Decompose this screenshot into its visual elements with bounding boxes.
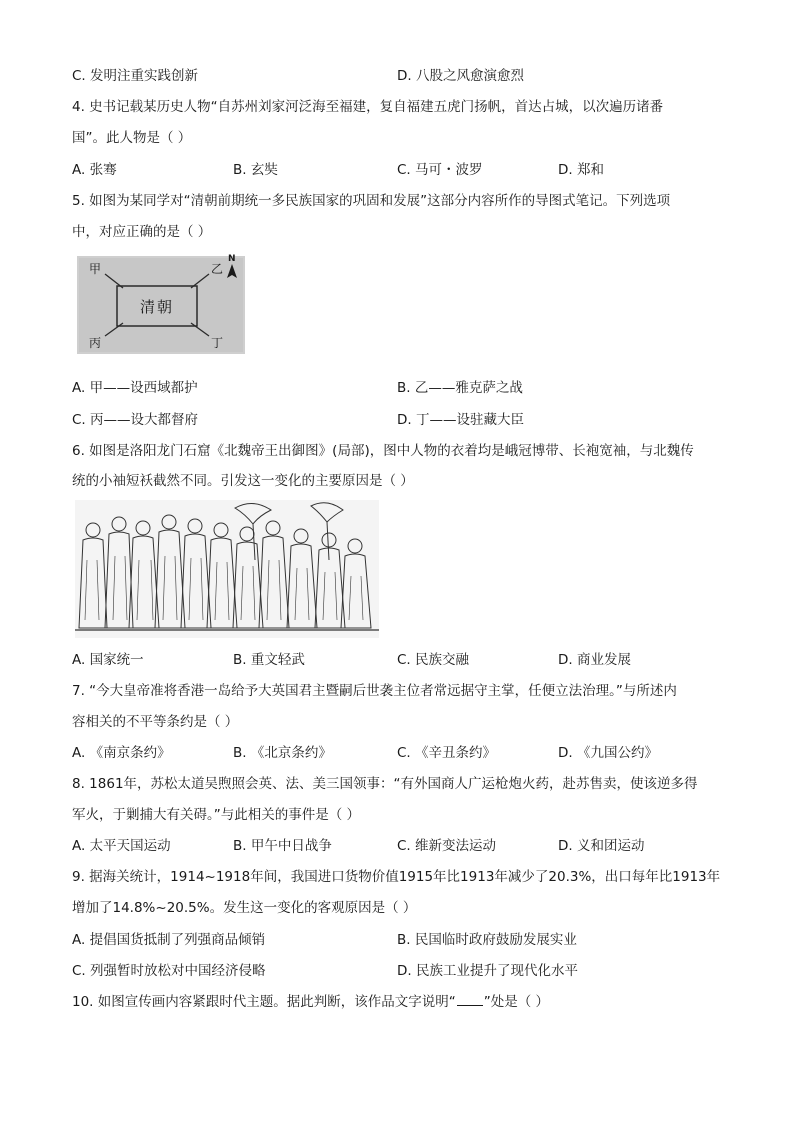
q8-option-b: B. 甲午中日战争	[233, 838, 332, 854]
q4-stem-line2: 国”。此人物是（ ）	[72, 130, 192, 146]
north-arrow-label: N	[228, 254, 236, 264]
q6-option-a: A. 国家统一	[72, 652, 144, 668]
q6-option-d: D. 商业发展	[558, 652, 631, 668]
q3-option-c: C. 发明注重实践创新	[72, 68, 199, 84]
q9-option-c: C. 列强暂时放松对中国经济侵略	[72, 963, 266, 979]
answer-blank	[457, 993, 483, 1006]
q7-option-b: B. 《北京条约》	[233, 745, 332, 761]
q6-stem-line2: 统的小袖短袄截然不同。引发这一变化的主要原因是（ ）	[72, 473, 414, 489]
q8-stem-line1: 8. 1861年，苏松太道吴煦照会英、法、美三国领事：“有外国商人广运枪炮火药，赴苏售卖，使该逆多得	[72, 776, 698, 792]
q9-stem-line2: 增加了14.8%~20.5%。发生这一变化的客观原因是（ ）	[72, 900, 417, 916]
q9-option-a: A. 提倡国货抵制了列强商品倾销	[72, 932, 266, 948]
q6-option-c: C. 民族交融	[397, 652, 470, 668]
corner-label-jia: 甲	[89, 262, 102, 276]
q3-option-d: D. 八股之风愈演愈烈	[397, 68, 524, 84]
q7-option-d: D. 《九国公约》	[558, 745, 658, 761]
q8-option-d: D. 义和团运动	[558, 838, 645, 854]
q10-stem-after: ”处是（ ）	[483, 994, 550, 1010]
corner-label-bing: 丙	[89, 336, 102, 350]
q9-option-d: D. 民族工业提升了现代化水平	[397, 963, 578, 979]
qing-center-label: 清朝	[139, 298, 174, 316]
q10-stem-before: 10. 如图宣传画内容紧跟时代主题。据此判断，该作品文字说明“	[72, 994, 456, 1010]
q6-stem-line1: 6. 如图是洛阳龙门石窟《北魏帝王出御图》(局部)，图中人物的衣着均是峨冠博带、长袍宽袖，与北魏传	[72, 443, 694, 459]
q4-option-c: C. 马可・波罗	[397, 162, 483, 178]
q8-option-a: A. 太平天国运动	[72, 838, 171, 854]
q8-stem-line2: 军火，于剿捕大有关碍。”与此相关的事件是（ ）	[72, 807, 361, 823]
q4-stem-line1: 4. 史书记载某历史人物“自苏州刘家河泛海至福建，复自福建五虎门扬帆，首达占城，以次遍历诸番	[72, 99, 664, 115]
corner-label-yi: 乙	[211, 262, 224, 276]
q4-option-b: B. 玄奘	[233, 162, 278, 178]
q8-option-c: C. 维新变法运动	[397, 838, 497, 854]
q7-option-a: A. 《南京条约》	[72, 745, 171, 761]
q5-option-d: D. 丁——设驻藏大臣	[397, 412, 524, 428]
q9-option-b: B. 民国临时政府鼓励发展实业	[397, 932, 577, 948]
q5-option-b: B. 乙——雅克萨之战	[397, 380, 523, 396]
q4-option-a: A. 张骞	[72, 162, 117, 178]
q5-stem-line1: 5. 如图为某同学对“清朝前期统一多民族国家的巩固和发展”这部分内容所作的导图式笔记。下列选项	[72, 193, 671, 209]
q6-option-b: B. 重文轻武	[233, 652, 305, 668]
q5-option-a: A. 甲——设西域都护	[72, 380, 198, 396]
q9-stem-line1: 9. 据海关统计，1914~1918年间，我国进口货物价值1915年比1913年减少了20.3%，出口每年比1913年	[72, 869, 721, 885]
q7-stem-line1: 7. “今大皇帝准将香港一岛给予大英国君主暨嗣后世袭主位者常远据守主掌，任便立法治理。”与所述内	[72, 683, 677, 699]
northern-wei-procession-image	[75, 500, 379, 638]
q7-stem-line2: 容相关的不平等条约是（ ）	[72, 714, 239, 730]
q7-option-c: C. 《辛丑条约》	[397, 745, 497, 761]
qing-mindmap-figure	[77, 256, 245, 354]
q4-option-d: D. 郑和	[558, 162, 604, 178]
q5-stem-line2: 中，对应正确的是（ ）	[72, 224, 212, 240]
q5-option-c: C. 丙——设大都督府	[72, 412, 199, 428]
corner-label-ding: 丁	[211, 336, 224, 350]
q10-stem	[72, 992, 549, 1012]
